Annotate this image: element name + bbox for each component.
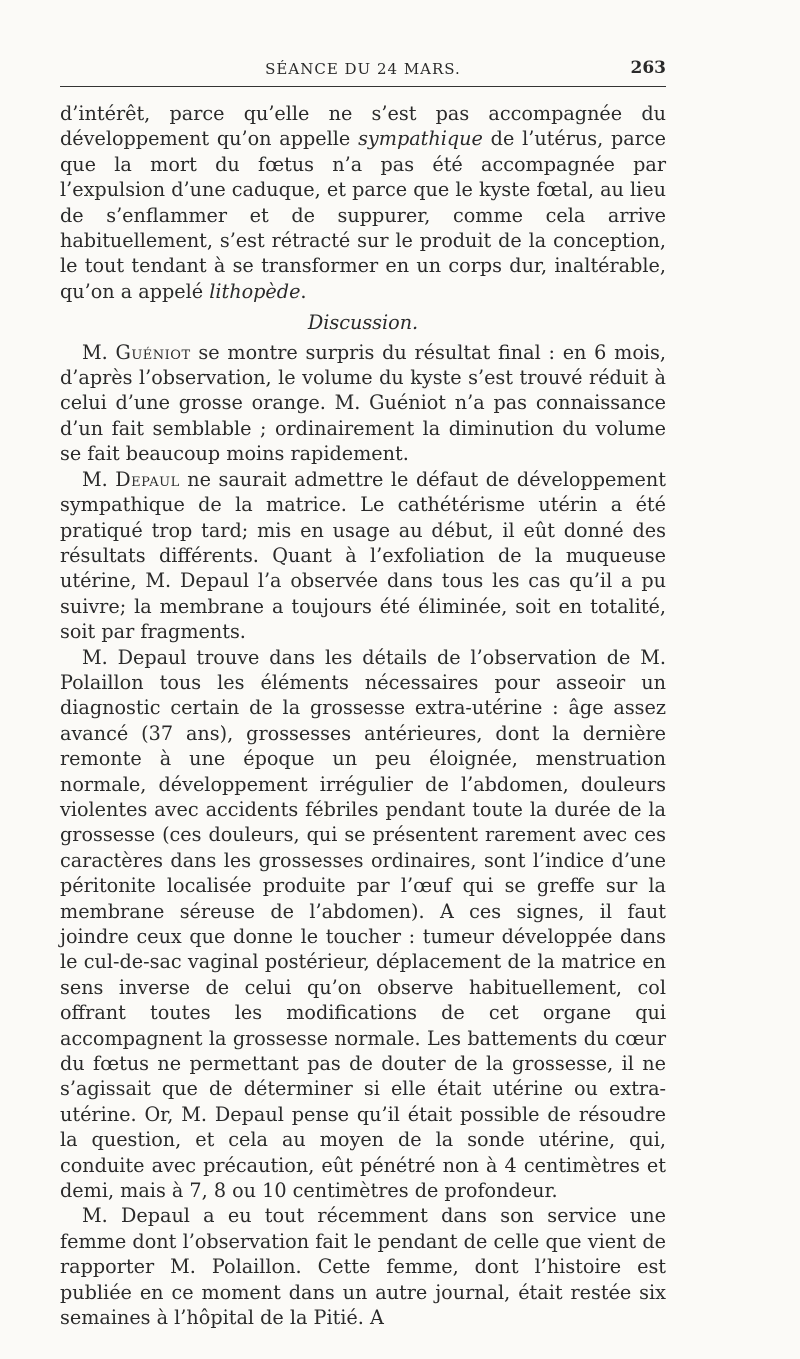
text-run: d’intérêt, parce qu’elle ne s’est pas accompagnée du développement qu’on appelle (60, 102, 666, 151)
speaker-name: Guéniot (115, 340, 191, 364)
italic-term: sympathique (358, 127, 483, 151)
page-body (60, 101, 666, 1331)
book-page (60, 58, 666, 1331)
text-run: M. (82, 340, 116, 364)
page-header (60, 58, 666, 87)
text-run: se montre surpris du résultat final : en 6 mois, d’après l’observation, le volume du kyste s’est trouvé réduit à celui d’une grosse orange. M. Guéniot n’a pas connaissance d’un fait semblable ; ordinairement la diminution du volume se fait beaucoup moins rapidement. (60, 340, 666, 466)
text-run: M. (82, 467, 116, 491)
paragraph-depaul (60, 467, 666, 645)
paragraph-gueniot (60, 340, 666, 467)
speaker-name: Depaul (115, 467, 180, 491)
paragraph-case: M. Depaul a eu tout récemment dans son service une femme dont l’observation fait le pendant de celle que vient de rapporter M. Polaillon. Cette femme, dont l’histoire est publiée en ce moment dans un autre journal, était restée six semaines à l’hôpital de la Pitié. A (60, 1204, 666, 1330)
running-title: SÉANCE DU 24 MARS. (265, 60, 461, 78)
section-heading: Discussion. (307, 311, 419, 335)
page-number: 263 (630, 58, 666, 78)
paragraph-intro (60, 101, 666, 304)
italic-term: lithopède (209, 279, 301, 303)
text-run: de l’utérus, parce que la mort du fœtus n’a pas été accompagnée par l’expulsion d’une caduque, et parce que le kyste fœtal, au lieu de s’enflammer et de suppurer, comme cela arrive habituellement, s’est rétracté sur le produit de la conception, le tout tendant à se transformer en un corps dur, inaltérable, qu’on a appelé (60, 127, 666, 303)
text-run: ne saurait admettre le défaut de développement sympathique de la matrice. Le cathétérisme utérin a été pratiqué trop tard; mis en usage au début, il eût donné des résultats différents. Quant à l’exfoliation de la muqueuse utérine, M. Depaul l’a observée dans tous les cas qu’il a pu suivre; la membrane a toujours été éliminée, soit en totalité, soit par fragments. (60, 467, 666, 644)
paragraph-diagnosis: M. Depaul trouve dans les détails de l’observation de M. Polaillon tous les éléments nécessaires pour asseoir un diagnostic certain de la grossesse extra-utérine : âge assez avancé (37 ans), grossesses antérieures, dont la dernière remonte à une époque un peu éloignée, menstruation normale, développement irrégulier de l’abdomen, douleurs violentes avec accidents fébriles pendant toute la durée de la grossesse (ces douleurs, qui se présentent rarement avec ces caractères dans les grossesses ordinaires, sont l’indice d’une péritonite localisée produite par l’œuf qui se greffe sur la membrane séreuse de l’abdomen). A ces signes, il faut joindre ceux que donne le toucher : tumeur développée dans le cul-de-sac vaginal postérieur, déplacement de la matrice en sens inverse de celui qu’on observe habituellement, col offrant toutes les modifications de cet organe qui accompagnent la grossesse normale. Les battements du cœur du fœtus ne permettant pas de douter de la grossesse, il ne s’agissait que de déterminer si elle était utérine ou extra-utérine. Or, M. Depaul pense qu’il était possible de résoudre la question, et cela au moyen de la sonde utérine, qui, conduite avec précaution, eût pénétré non à 4 centimètres et demi, mais à 7, 8 ou 10 centimètres de profondeur. (60, 645, 666, 1203)
text-run: . (300, 279, 307, 303)
